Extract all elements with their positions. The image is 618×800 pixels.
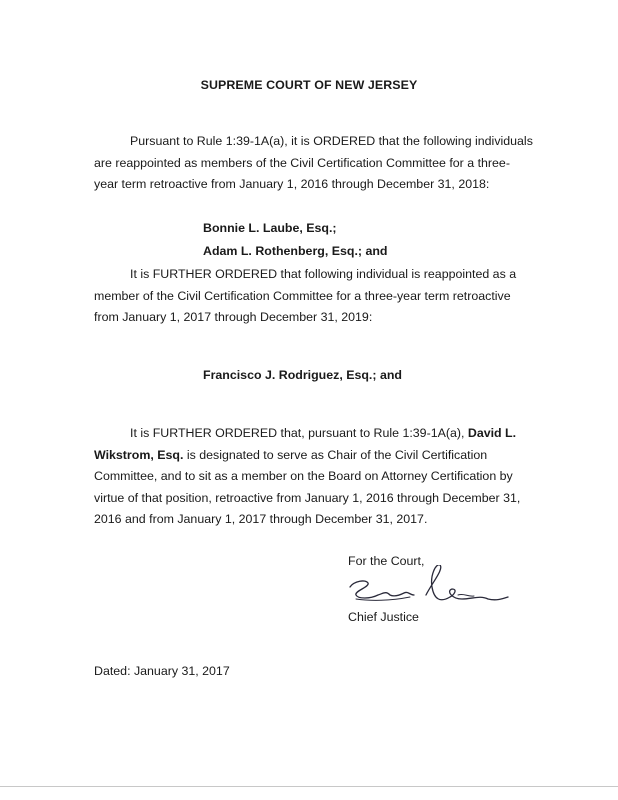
signatory-title: Chief Justice [348,610,419,624]
appointee-name: Bonnie L. Laube, Esq.; [203,221,337,235]
appointee-list-2 [203,364,402,387]
appointee-name: Francisco J. Rodriguez, Esq.; and [203,368,402,382]
appointee-list-1 [203,217,388,262]
date-line: Dated: January 31, 2017 [94,664,230,678]
closing-line: For the Court, [348,554,425,568]
order-paragraph-3 [94,423,534,531]
order-paragraph-2: It is FURTHER ORDERED that following individual is reappointed as a member of the Civil Certification Committee for a three-year term retroactive from January 1, 2017 through December 31, 2019: [94,267,517,324]
document-title: SUPREME COURT OF NEW JERSEY [200,78,418,92]
order-paragraph-1: Pursuant to Rule 1:39-1A(a), it is ORDERED that the following individuals are reappointed as members of the Civil Certification Committee for a three-year term retroactive from January 1, 2016 through December 31, 2018: [94,134,533,191]
scan-edge-line [0,786,618,787]
appointee-name: Adam L. Rothenberg, Esq.; and [203,243,388,258]
chair-name: David L. Wikstrom, Esq. [94,426,517,462]
paragraph-3-rest: is designated to serve as Chair of the Civil Certification Committee, and to sit as a member on the Board on Attorney Certification by virtue of that position, retroactive from January 1, 2016 through December 31, 2016 and from January 1, 2017 through December 31, 2017. [94,447,521,526]
paragraph-3-lead: It is FURTHER ORDERED that, pursuant to Rule 1:39-1A(a), [130,426,468,440]
signature-image [340,565,520,615]
